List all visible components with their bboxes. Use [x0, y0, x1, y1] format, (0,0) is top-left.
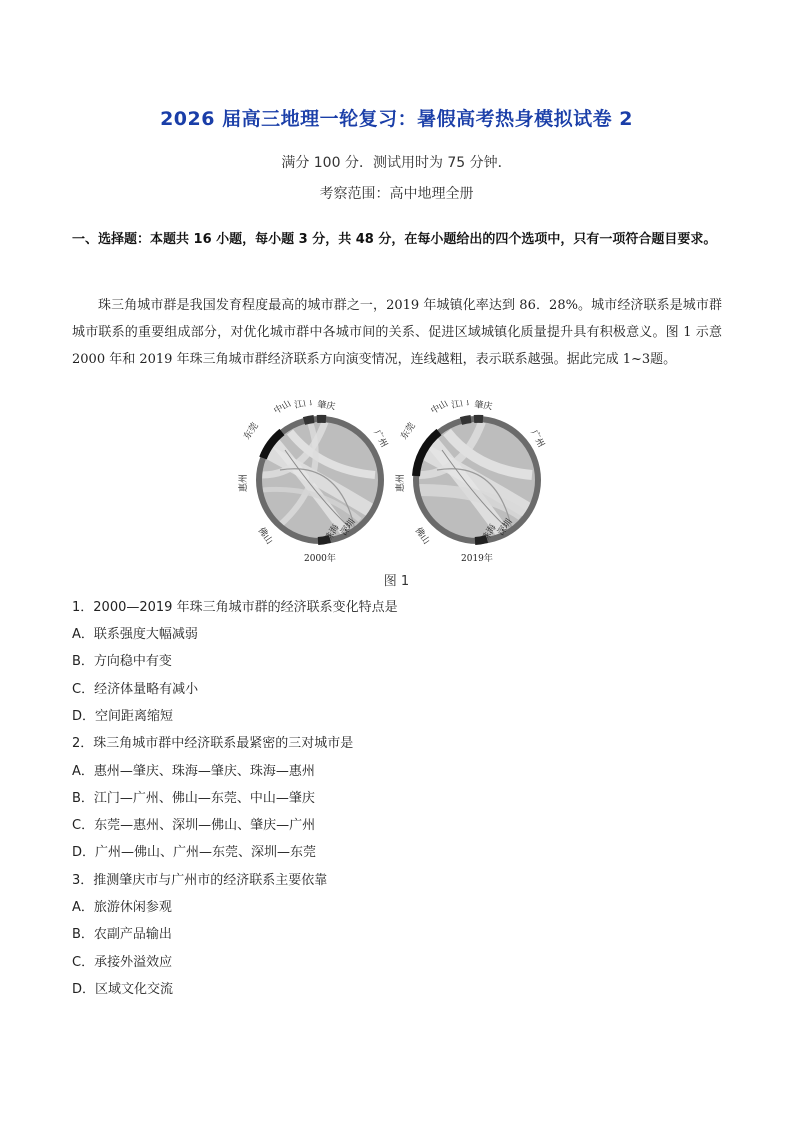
- figure-caption: 图 1: [383, 574, 410, 589]
- city-label: 深圳: [496, 517, 515, 538]
- city-label: 深圳: [339, 517, 358, 538]
- question-1-option-d: D．空间距离缩短: [72, 709, 174, 724]
- city-label: 东莞: [399, 421, 418, 442]
- city-label: 中山: [429, 400, 451, 417]
- question-2-option-d: D．广州—佛山、广州—东莞、深圳—东莞: [72, 845, 317, 860]
- exam-title: 2026 届高三地理一轮复习：暑假高考热身模拟试卷 2: [160, 108, 633, 130]
- section-heading: 一、选择题：本题共 16 小题，每小题 3 分，共 48 分，在每小题给出的四个选项中，只有一项符合题目要求。: [72, 232, 717, 247]
- figure-1: [0, 400, 793, 568]
- city-label: 中山: [272, 400, 294, 417]
- question-2-option-b: B．江门—广州、佛山—东莞、中山—肇庆: [72, 791, 315, 806]
- question-3-option-a: A．旅游休闲参观: [72, 900, 172, 915]
- question-2-stem: 2．珠三角城市群中经济联系最紧密的三对城市是: [72, 736, 354, 751]
- question-2-option-a: A．惠州—肇庆、珠海—肇庆、珠海—惠州: [72, 764, 315, 779]
- city-label: 珠海: [480, 522, 499, 544]
- question-1-stem: 1．2000—2019 年珠三角城市群的经济联系变化特点是: [72, 600, 398, 615]
- question-3-option-b: B．农副产品输出: [72, 927, 172, 942]
- year-label-2000: 2000年: [304, 554, 336, 564]
- score-time-line: 满分 100 分．测试用时为 75 分钟．: [281, 155, 512, 171]
- exam-scope-line: 考察范围：高中地理全册: [319, 186, 474, 202]
- question-3-stem: 3．推测肇庆市与广州市的经济联系主要依靠: [72, 873, 328, 888]
- intro-paragraph: 珠三角城市群是我国发育程度最高的城市群之一，2019 年城镇化率达到 86．28%。城市经济联系是城市群城市联系的重要组成部分，对优化城市群中各城市间的关系、促进区域城镇化质量提升具有积极意义。图 1 示意 2000 年和 2019 年珠三角城市群经济联系方向演变情况，连线越粗，表示联系越强。据此完成 1~3题。: [72, 298, 722, 367]
- city-label: 肇庆: [316, 400, 336, 413]
- city-label: 惠州: [239, 473, 249, 492]
- city-label: 广州: [371, 428, 389, 450]
- city-label: 广州: [528, 428, 546, 450]
- question-2-option-c: C．东莞—惠州、深圳—佛山、肇庆—广州: [72, 818, 316, 833]
- city-label: 佛山: [412, 525, 432, 547]
- question-3-option-c: C．承接外溢效应: [72, 955, 173, 970]
- year-label-2019: 2019年: [461, 554, 493, 564]
- city-label: 惠州: [396, 473, 406, 492]
- question-1-option-c: C．经济体量略有减小: [72, 682, 199, 697]
- city-label: 珠海: [323, 522, 342, 544]
- chord-panel-2019: [394, 400, 547, 564]
- chord-panel-2000: [237, 400, 390, 564]
- city-label: 江门: [293, 400, 314, 411]
- city-label: 肇庆: [473, 400, 493, 413]
- city-label: 江门: [450, 400, 471, 411]
- question-3-option-d: D．区域文化交流: [72, 982, 174, 997]
- city-label: 佛山: [255, 525, 275, 547]
- question-1-option-b: B．方向稳中有变: [72, 654, 172, 669]
- city-label: 东莞: [242, 421, 261, 442]
- chord-diagrams: [0, 400, 793, 568]
- question-1-option-a: A．联系强度大幅减弱: [72, 627, 198, 642]
